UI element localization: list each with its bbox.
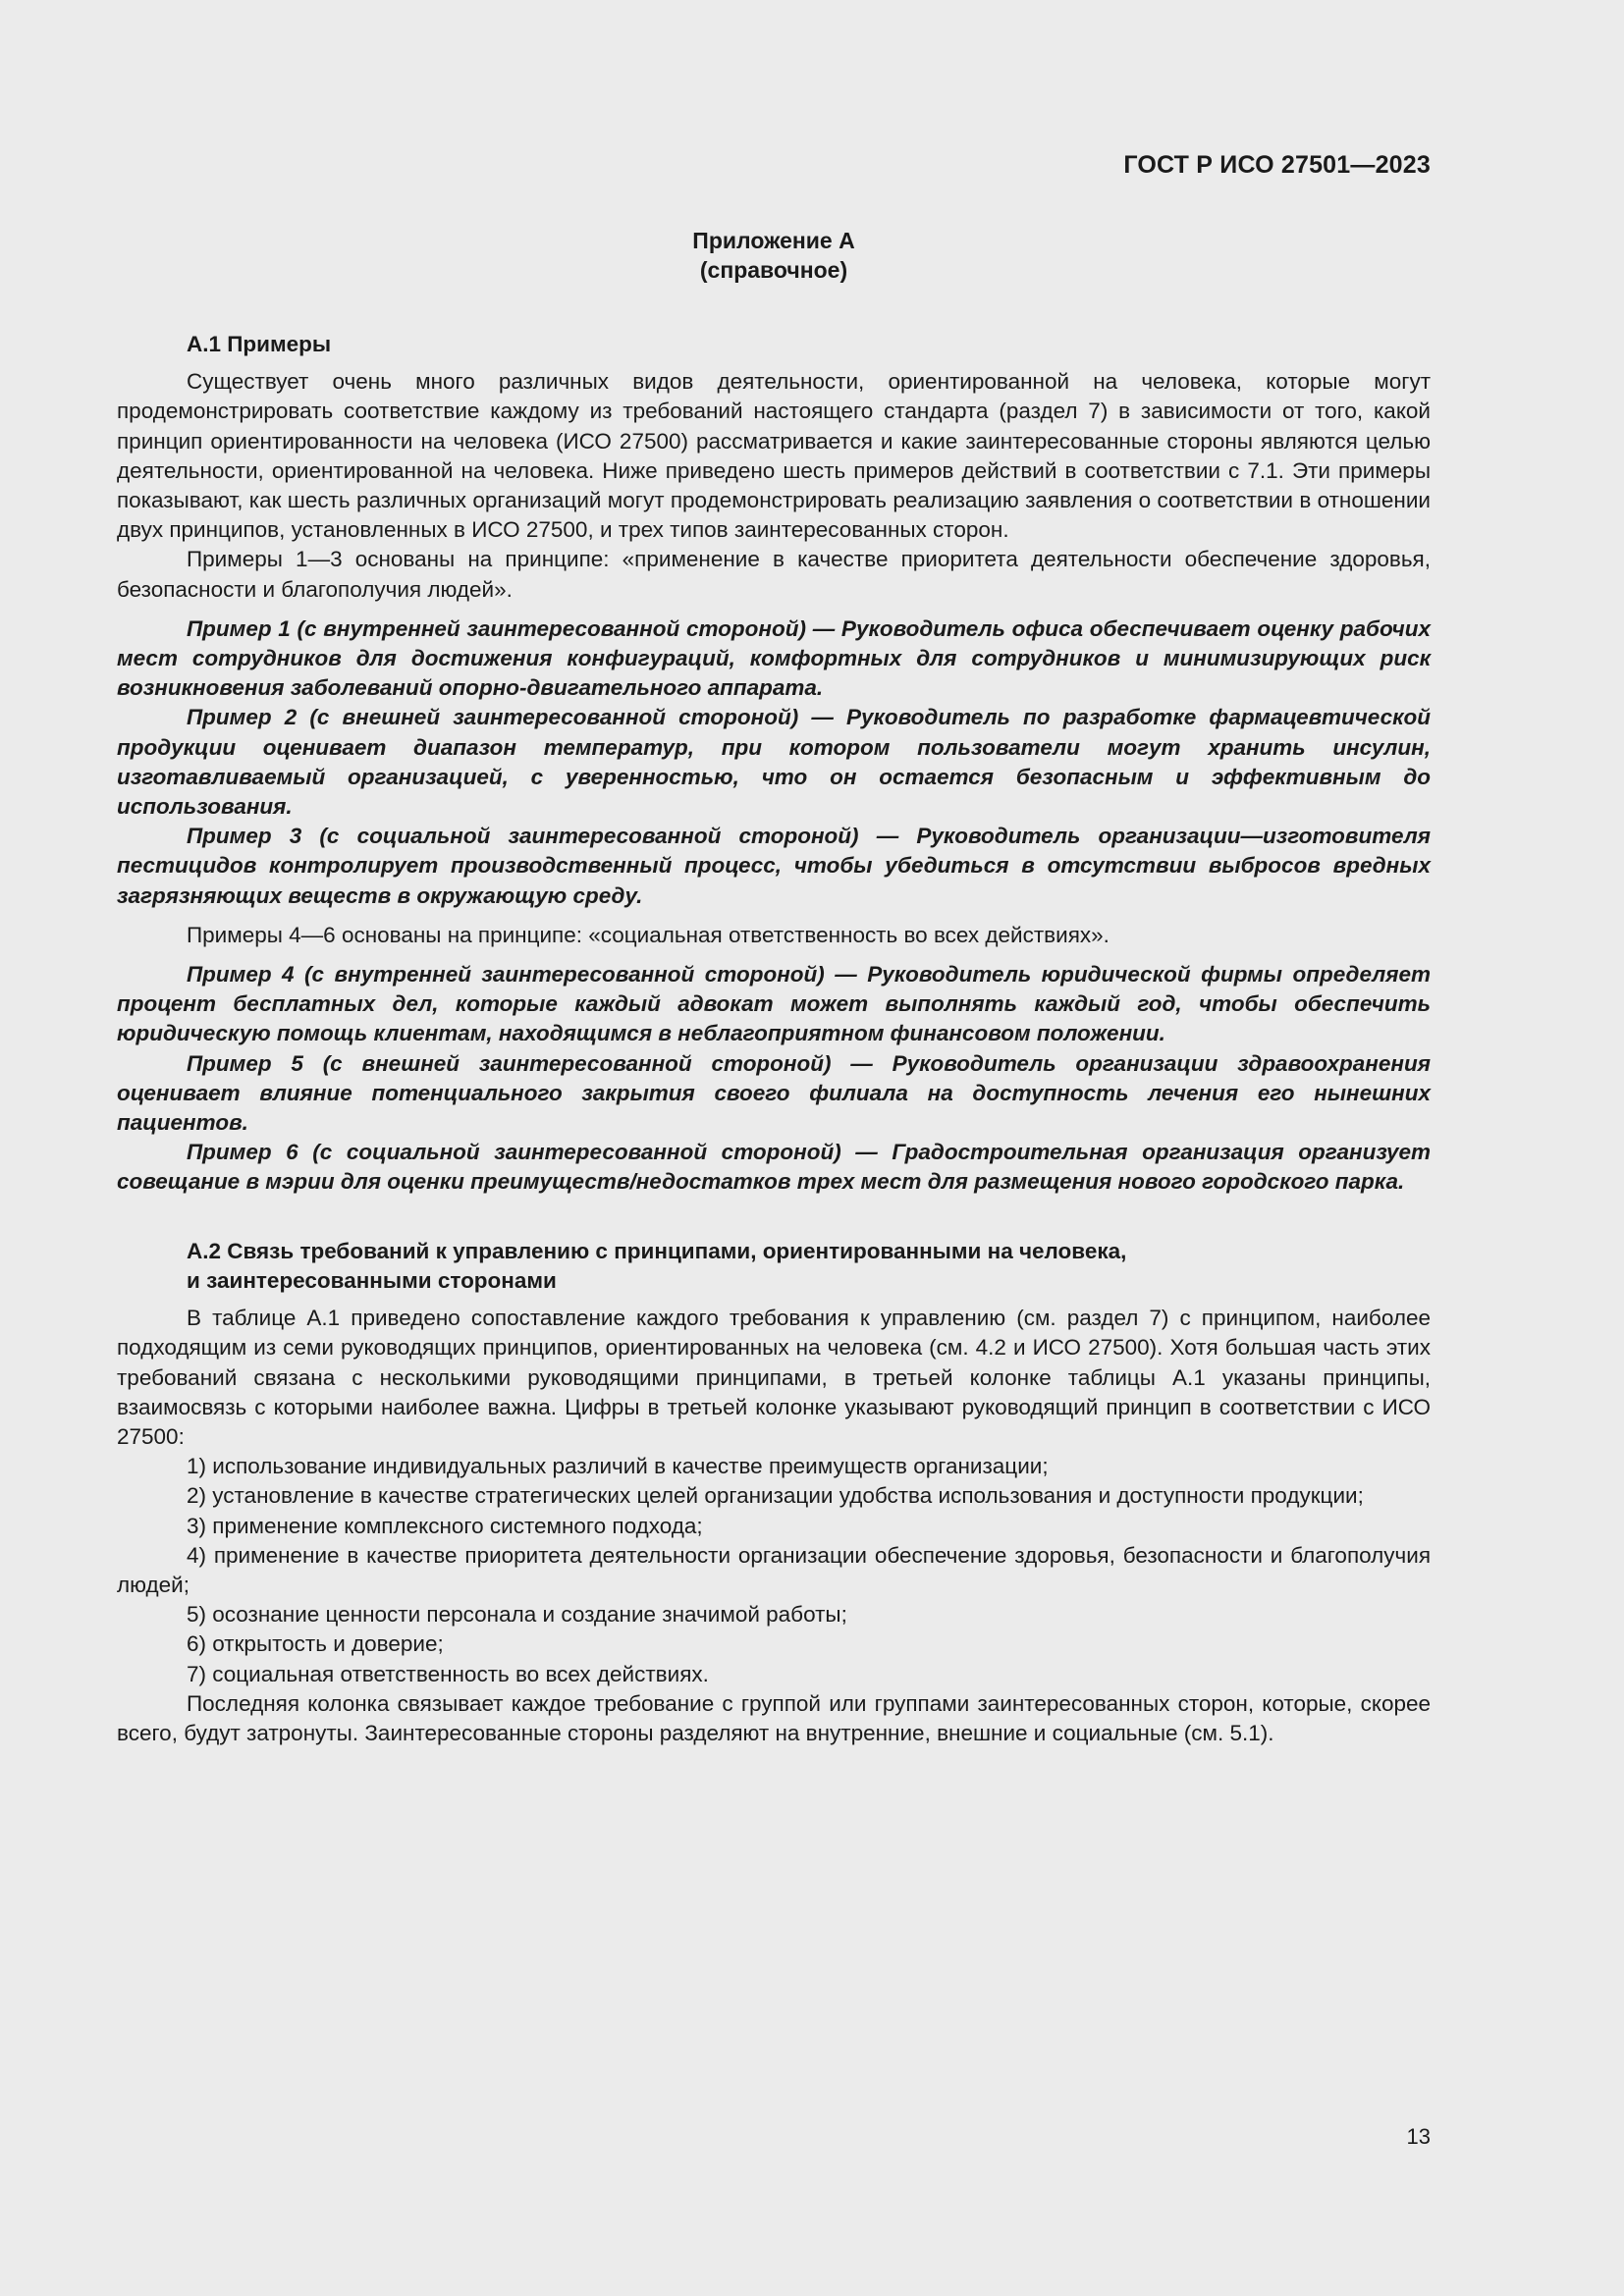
section-a2-closing-paragraph: Последняя колонка связывает каждое требование с группой или группами заинтересованных сторон, которые, скорее всего, будут затронуты. Заинтересованные стороны разделяют на внутренние, внешние и социальные (см. 5.1). <box>117 1690 1431 1745</box>
page-number: 13 <box>1406 2124 1431 2149</box>
section-a1-principle-paragraph-2: Примеры 4—6 основаны на принципе: «социальная ответственность во всех действиях». <box>187 922 1110 947</box>
section-a2-heading-line-2: и заинтересованными сторонами <box>187 1267 557 1293</box>
example-1: Пример 1 (с внутренней заинтересованной стороной) — Руководитель офиса обеспечивает оценку рабочих мест сотрудников для достижения конфигураций, комфортных для сотрудников и минимизирующих риск возникновения заболеваний опорно-двигательного аппарата. <box>117 615 1431 701</box>
principle-list-item: 5) осознание ценности персонала и создание значимой работы; <box>187 1602 847 1628</box>
principle-list-item: 3) применение комплексного системного подхода; <box>187 1513 703 1538</box>
example-2: Пример 2 (с внешней заинтересованной стороной) — Руководитель по разработке фармацевтической продукции оценивает диапазон температур, при котором пользователи могут хранить инсулин, изготавливаемый организацией, с уверенностью, что он остается безопасным и эффективным до использования. <box>117 705 1431 820</box>
principle-list-item: 4) применение в качестве приоритета деятельности организации обеспечение здоровья, безопасности и благополучия людей; <box>117 1542 1431 1597</box>
example-6: Пример 6 (с социальной заинтересованной стороной) — Градостроительная организация организует совещание в мэрии для оценки преимуществ/недостатков трех мест для размещения нового городского парка. <box>117 1140 1431 1195</box>
document-page <box>117 147 1431 2150</box>
appendix-subtitle: (справочное) <box>699 257 848 283</box>
document-body <box>117 330 1431 1748</box>
appendix-title: Приложение А <box>692 228 855 253</box>
section-a1-heading: А.1 Примеры <box>187 332 332 356</box>
principle-list-item: 7) социальная ответственность во всех действиях. <box>187 1661 709 1686</box>
standard-code-header: ГОСТ Р ИСО 27501—2023 <box>1123 151 1431 179</box>
example-3: Пример 3 (с социальной заинтересованной стороной) — Руководитель организации—изготовителя пестицидов контролирует производственный процесс, чтобы убедиться в отсутствии выбросов вредных загрязняющих веществ в окружающую среду. <box>117 824 1431 908</box>
principle-list-item: 6) открытость и доверие; <box>187 1631 444 1657</box>
example-5: Пример 5 (с внешней заинтересованной стороной) — Руководитель организации здравоохранения оценивает влияние потенциального закрытия своего филиала на доступность лечения его нынешних пациентов. <box>117 1050 1431 1136</box>
example-4: Пример 4 (с внутренней заинтересованной стороной) — Руководитель юридической фирмы определяет процент бесплатных дел, которые каждый адвокат может выполнять каждый год, чтобы обеспечить юридическую помощь клиентам, находящимся в неблагоприятном финансовом положении. <box>117 962 1431 1046</box>
principle-list-item: 1) использование индивидуальных различий в качестве преимуществ организации; <box>187 1454 1049 1479</box>
section-a1-intro-paragraph: Существует очень много различных видов деятельности, ориентированной на человека, которые могут продемонстрировать соответствие каждому из требований настоящего стандарта (раздел 7) в зависимости от того, какой принцип ориентированности на человека (ИСО 27500) рассматривается и какие заинтересованные стороны являются целью деятельности, ориентированной на человека. Ниже приведено шесть примеров действий в соответствии с 7.1. Эти примеры показывают, как шесть различных организаций могут продемонстрировать реализацию заявления о соответствии в отношении двух принципов, установленных в ИСО 27500, и трех типов заинтересованных сторон. <box>117 369 1431 543</box>
section-a2-heading-line-1: А.2 Связь требований к управлению с принципами, ориентированными на человека, <box>187 1238 1127 1263</box>
section-a1-principle-paragraph-1: Примеры 1—3 основаны на принципе: «применение в качестве приоритета деятельности обеспечение здоровья, безопасности и благополучия людей». <box>117 547 1431 602</box>
section-a2-intro-paragraph: В таблице А.1 приведено сопоставление каждого требования к управлению (см. раздел 7) с принципом, наиболее подходящим из семи руководящих принципов, ориентированных на человека (см. 4.2 и ИСО 27500). Хотя большая часть этих требований связана с несколькими руководящими принципами, в третьей колонке таблицы А.1 указаны принципы, взаимосвязь с которыми наиболее важна. Цифры в третьей колонке указывают руководящий принцип в соответствии с ИСО 27500: <box>117 1306 1431 1449</box>
appendix-title-block <box>117 226 1431 285</box>
principle-list-item: 2) установление в качестве стратегических целей организации удобства использования и доступности продукции; <box>187 1483 1364 1509</box>
